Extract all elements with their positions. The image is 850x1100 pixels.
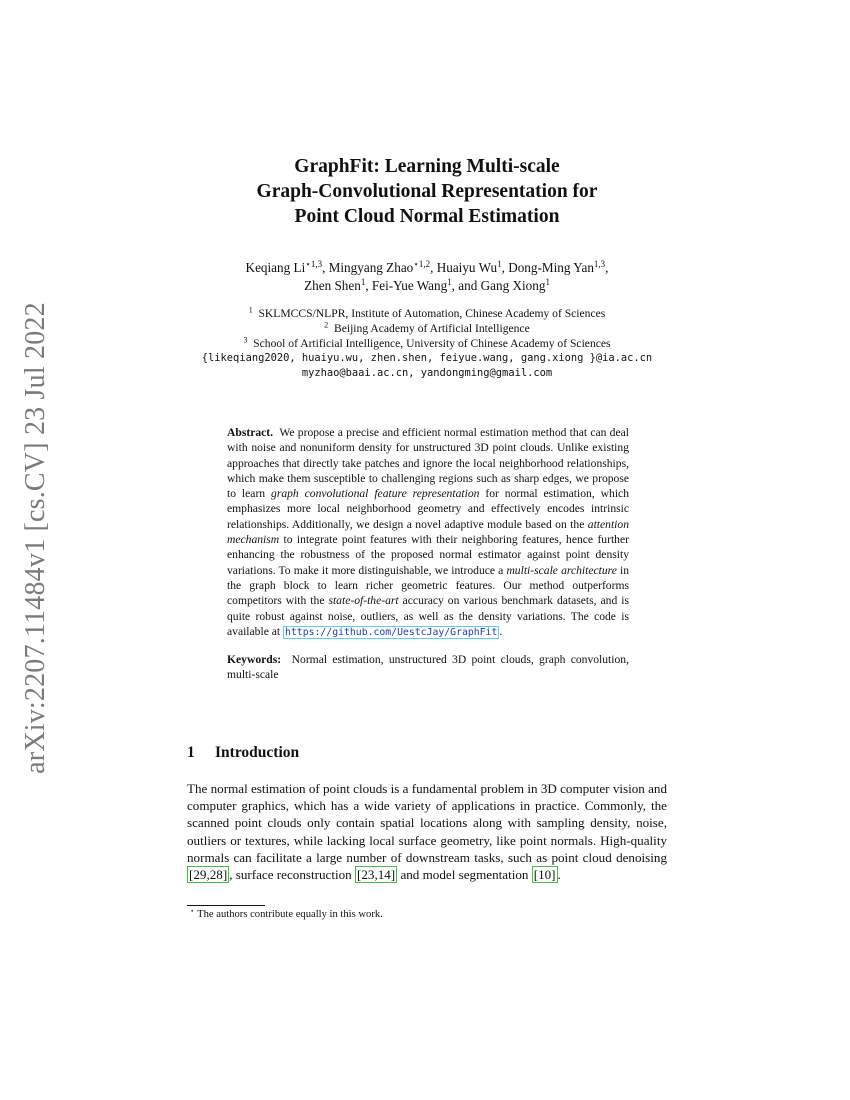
affiliation-line bbox=[160, 321, 694, 336]
abstract-emphasis: state-of-the-art bbox=[328, 594, 399, 608]
author-separator: , bbox=[365, 278, 372, 293]
author-affil-mark: 1 bbox=[497, 259, 502, 270]
author-list bbox=[160, 259, 694, 295]
author-name: Fei-Yue Wang bbox=[371, 278, 448, 293]
affiliation-mark: 2 bbox=[324, 320, 329, 330]
keywords-label: Keywords: bbox=[227, 653, 282, 667]
abstract-label: Abstract. bbox=[227, 426, 274, 439]
author-affil-mark: 1 bbox=[545, 277, 550, 288]
affiliation-line bbox=[160, 336, 694, 351]
section-heading-introduction bbox=[187, 744, 299, 762]
email-line: myzhao@baai.ac.cn, yandongming@gmail.com bbox=[301, 367, 553, 379]
footnote-mark: ⋆ bbox=[190, 907, 195, 916]
author-affil-mark: 1 bbox=[447, 277, 452, 288]
author-separator: , bbox=[430, 260, 437, 275]
arxiv-identifier-text: arXiv:2207.11484v1 [cs.CV] 23 Jul 2022 bbox=[20, 301, 52, 774]
affiliation-text: School of Artificial Intelligence, University of Chinese Academy of Sciences bbox=[253, 337, 611, 350]
affiliation-text: SKLMCCS/NLPR, Institute of Automation, Chinese Academy of Sciences bbox=[258, 307, 606, 320]
abstract-text: for normal estimation, which emphasizes more local neighborhood geometry and effectively encodes intrinsic relationships. Additionally, we design a novel adaptive module based on the bbox=[227, 487, 629, 531]
author-separator: , bbox=[501, 260, 509, 275]
abstract-emphasis: multi-scale architecture bbox=[506, 563, 617, 577]
abstract-emphasis: graph convolutional feature representation bbox=[271, 487, 480, 501]
author-separator: , bbox=[322, 260, 329, 275]
abstract-block bbox=[227, 425, 629, 683]
intro-text: , surface reconstruction bbox=[229, 867, 355, 883]
email-line: {likeqiang2020, huaiyu.wu, zhen.shen, feiyue.wang, gang.xiong }@ia.ac.cn bbox=[201, 352, 653, 364]
citation-link[interactable]: [29,28] bbox=[189, 867, 228, 883]
section-number: 1 bbox=[187, 744, 195, 761]
title-line: Graph-Convolutional Representation for bbox=[256, 181, 598, 202]
affiliation-line bbox=[160, 306, 694, 321]
intro-text: The normal estimation of point clouds is a fundamental problem in 3D computer vision and computer graphics, which has a wide variety of applications in practice. Commonly, the scanned point clouds only contain spatial locations along with sampling density, noise, outliers or textures, while lacking local surface geometry, like point normals. High-quality normals can facilitate a large number of downstream tasks, such as point cloud denoising bbox=[187, 781, 668, 865]
abstract-text: accuracy on various benchmark datasets, and is quite robust against noise, outliers, as well as the density variations. The code is available at bbox=[227, 594, 629, 638]
author-separator: , bbox=[605, 260, 609, 275]
author-name: Zhen Shen bbox=[304, 278, 361, 293]
intro-text: and model segmentation bbox=[397, 867, 532, 883]
introduction-paragraph bbox=[187, 780, 667, 883]
author-affil-mark: ⋆1,2 bbox=[413, 259, 431, 270]
author-name: Dong-Ming Yan bbox=[508, 260, 594, 275]
title-line: GraphFit: Learning Multi-scale bbox=[294, 156, 560, 177]
abstract-text: in the graph block to learn richer geometric features. Our method outperforms competitors with the bbox=[227, 563, 630, 608]
footnote bbox=[190, 909, 383, 920]
section-title: Introduction bbox=[215, 744, 300, 761]
author-line bbox=[160, 277, 694, 295]
paper-title bbox=[160, 154, 694, 229]
author-name: Keqiang Li bbox=[245, 260, 306, 275]
keywords-paragraph bbox=[227, 652, 629, 683]
author-affil-mark: 1 bbox=[360, 277, 366, 288]
github-code-link[interactable]: https://github.com/UestcJay/GraphFit bbox=[285, 626, 498, 638]
affiliation-mark: 1 bbox=[248, 305, 253, 315]
abstract-paragraph bbox=[227, 425, 629, 640]
author-affil-mark: 1,3 bbox=[593, 259, 606, 270]
author-affil-mark: ⋆1,3 bbox=[305, 259, 323, 270]
author-name: Gang Xiong bbox=[480, 278, 546, 293]
arxiv-identifier-stamp bbox=[18, 300, 54, 775]
abstract-text: We propose a precise and efficient normal estimation method that can deal with noise and nonuniform density for unstructured 3D point clouds. Unlike existing approaches that directly take patches and ignore the local neighborhood relationships, which make them susceptible to challenging regions such as sharp edges, we propose to learn bbox=[227, 426, 629, 501]
intro-text: . bbox=[557, 867, 561, 883]
footnote-text: The authors contribute equally in this work. bbox=[197, 909, 383, 920]
keywords-text: Normal estimation, unstructured 3D point clouds, graph convolution, multi-scale bbox=[227, 653, 629, 682]
affiliation-text: Beijing Academy of Artificial Intelligence bbox=[333, 322, 530, 335]
abstract-emphasis: attention mechanism bbox=[227, 517, 629, 547]
citation-link[interactable]: [10] bbox=[533, 867, 556, 883]
affiliation-block bbox=[160, 306, 694, 381]
author-separator: , and bbox=[451, 278, 481, 293]
author-name: Huaiyu Wu bbox=[436, 260, 498, 275]
author-name: Mingyang Zhao bbox=[328, 260, 414, 275]
abstract-text: to integrate point features with their neighboring features, hence further enhancing the robustness of the proposed normal estimator against point density variations. To make it more distinguishable, we introduce a bbox=[227, 533, 629, 577]
footnote-divider bbox=[187, 905, 265, 906]
author-line bbox=[160, 259, 694, 277]
title-line: Point Cloud Normal Estimation bbox=[294, 206, 560, 227]
affiliation-mark: 3 bbox=[243, 335, 248, 345]
abstract-text: . bbox=[499, 624, 503, 638]
citation-link[interactable]: [23,14] bbox=[356, 867, 396, 883]
